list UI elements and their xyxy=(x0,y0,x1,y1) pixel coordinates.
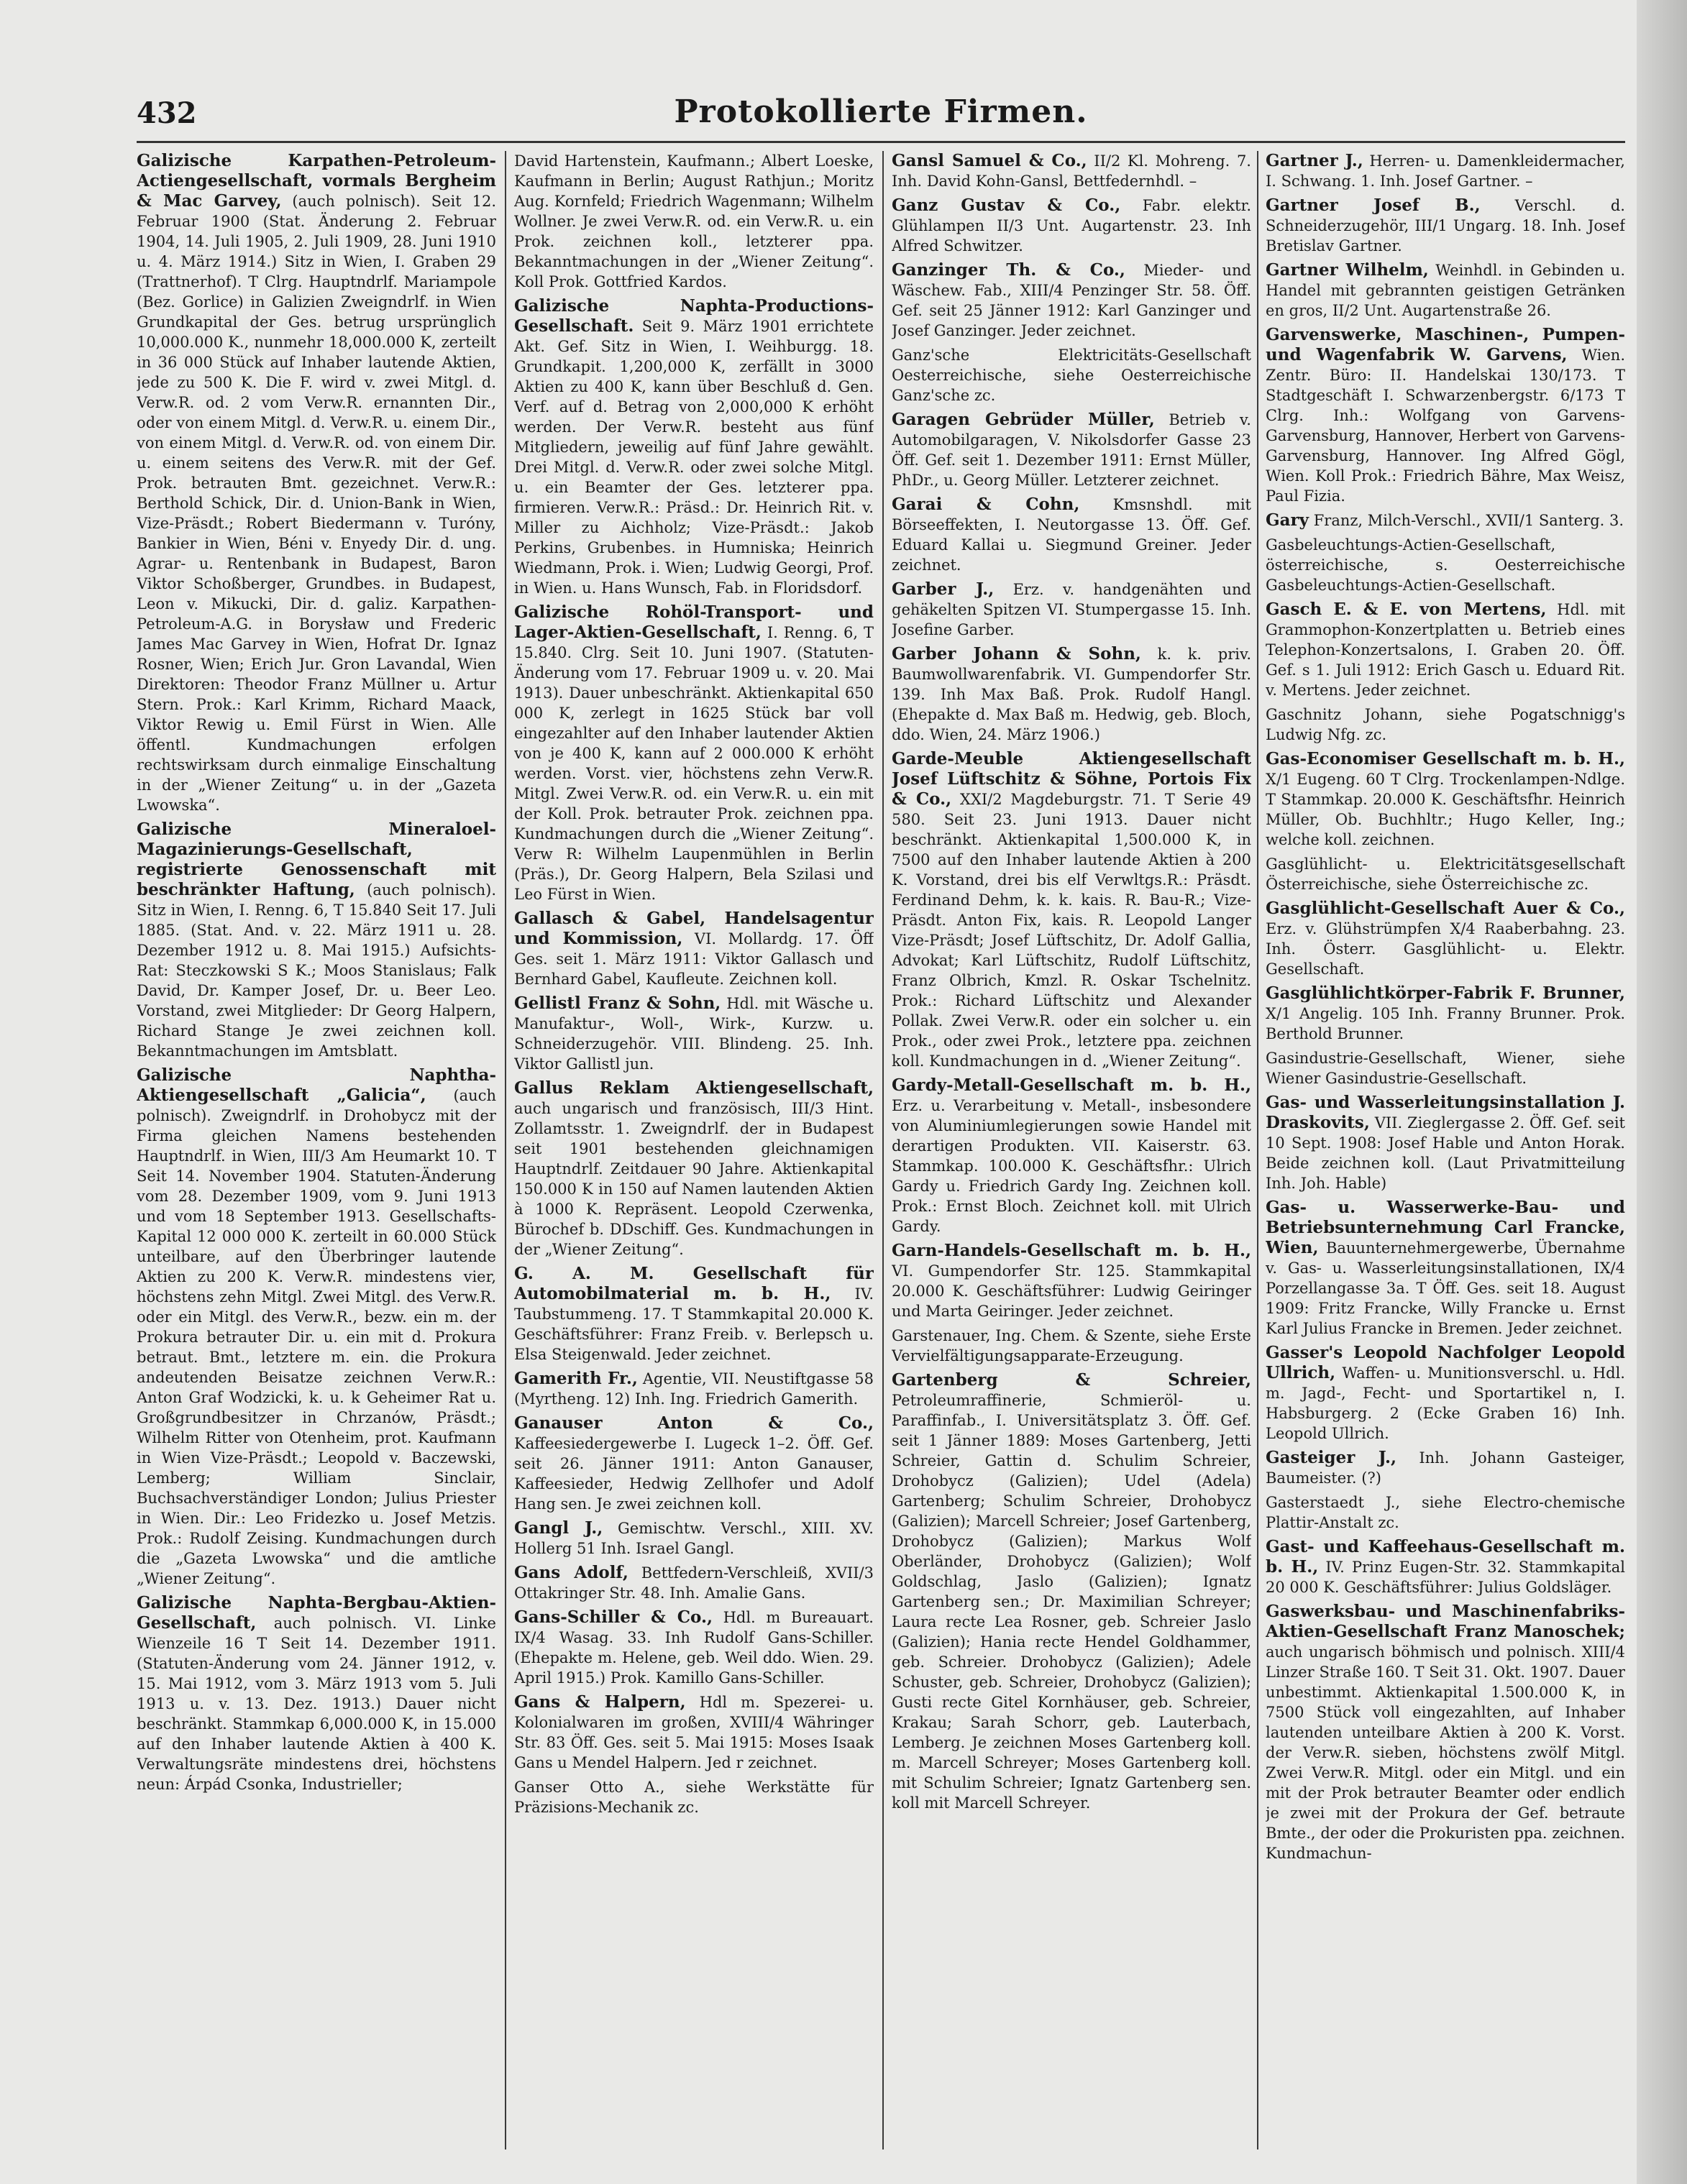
directory-entry xyxy=(514,1264,874,1364)
directory-entry xyxy=(1266,535,1625,595)
firm-name: Garai & Cohn, xyxy=(892,495,1080,514)
directory-entry xyxy=(514,1692,874,1773)
directory-entry xyxy=(137,1593,496,1794)
directory-entry xyxy=(514,151,874,292)
directory-entry xyxy=(892,749,1251,1071)
directory-entry xyxy=(1266,1198,1625,1339)
firm-details: Hdl. mit Wäsche u. Manufaktur-, Woll-, Wirk-, Kurzw. u. Schneiderzugehör. VIII. Blindeng. 25. Inh. Viktor Gallistl jun. xyxy=(514,995,874,1073)
firm-name: Gartner J., xyxy=(1266,151,1363,170)
directory-entry xyxy=(1266,705,1625,745)
text-columns xyxy=(137,151,1625,2149)
firm-name: Gamerith Fr., xyxy=(514,1369,638,1388)
firm-details: VII. Zieglergasse 2. Öff. Gef. seit 10 Sept. 1908: Josef Hable und Anton Horak. Beide zeichnen koll. (Laut Privatmitteilung Inh. Joh. Hable) xyxy=(1266,1114,1625,1192)
directory-entry xyxy=(137,1065,496,1589)
directory-entry xyxy=(1266,854,1625,894)
firm-details: IV. Prinz Eugen-Str. 32. Stammkapital 20 000 K. Geschäftsführer: Julius Goldsläger. xyxy=(1266,1559,1625,1596)
firm-details: VI. Gumpendorfer Str. 125. Stammkapital 20.000 K. Geschäftsführer: Ludwig Geiringer und Marta Geiringer. Jeder zeichnet. xyxy=(892,1262,1251,1320)
column-divider xyxy=(882,151,884,2149)
firm-name: Gans-Schiller & Co., xyxy=(514,1607,713,1627)
firm-name: Gasglühlichtkörper-Fabrik F. Brunner, xyxy=(1266,983,1625,1003)
directory-entry xyxy=(1266,196,1625,256)
firm-details: Kmsnshdl. mit Börseeffekten, I. Neutorgasse 13. Öff. Gef. Eduard Kallai u. Siegmund Greiner. Jeder zeichnet. xyxy=(892,496,1251,574)
firm-details: Gasbeleuchtungs-Actien-Gesellschaft, österreichische, s. Oesterreichische Gasbeleuchtungs-Actien-Gesellschaft. xyxy=(1266,536,1625,594)
firm-details: Bauunternehmergewerbe, Übernahme v. Gas- u. Wasserleitungsinstallationen, IX/4 Porzellangasse 3a. T Öff. Ges. seit 18. August 1909: Fritz Francke, Willy Francke u. Ernst Karl Julius Francke in Bremen. Jeder zeichnet. xyxy=(1266,1239,1625,1337)
directory-entry xyxy=(514,1518,874,1559)
running-title: Protokollierte Firmen. xyxy=(674,93,1088,130)
firm-details: Weinhdl. in Gebinden u. Handel mit gebrannten geistigen Getränken en gros, II/2 Unt. Augartenstraße 26. xyxy=(1266,262,1625,319)
page-header xyxy=(137,86,1625,144)
directory-entry xyxy=(1266,749,1625,850)
directory-entry xyxy=(1266,983,1625,1044)
firm-name: Galizische Karpathen-Petroleum-Actiengesellschaft, vormals Bergheim & Mac Garvey, xyxy=(137,151,496,211)
directory-entry xyxy=(514,1607,874,1688)
firm-details: Hdl. mit Grammophon-Konzertplatten u. Betrieb eines Telephon-Konzertsalons, I. Graben 20. Öff. Gef. s 1. Juli 1912: Erich Gasch u. Eduard Rit. v. Mertens. Jeder zeichnet. xyxy=(1266,601,1625,699)
directory-entry xyxy=(1266,325,1625,506)
firm-name: Gast- und Kaffeehaus-Gesellschaft m. b. H., xyxy=(1266,1537,1625,1577)
directory-entry xyxy=(892,345,1251,405)
directory-entry xyxy=(1266,151,1625,191)
firm-details: David Hartenstein, Kaufmann.; Albert Loeske, Kaufmann in Berlin; August Rathjun.; Moritz Aug. Kornfeld; Friedrich Wagenmann; Wilhelm Wollner. Je zwei Verw.R. od. ein Verw.R. u. ein Prok. zeichnen koll., letzterer ppa. Bekanntmachungen in der „Wiener Zeitung“. Koll Prok. Gottfried Kardos. xyxy=(514,152,874,290)
directory-entry xyxy=(514,1563,874,1603)
directory-entry xyxy=(892,1370,1251,1813)
firm-name: Galizische Naphta-Bergbau-Aktien-Gesellschaft, xyxy=(137,1593,496,1633)
firm-details: Fabr. elektr. Glühlampen II/3 Unt. Augartenstr. 23. Inh Alfred Schwitzer. xyxy=(892,197,1251,254)
firm-name: Gellistl Franz & Sohn, xyxy=(514,994,721,1013)
directory-entry xyxy=(514,1369,874,1409)
firm-details: Gasindustrie-Gesellschaft, Wiener, siehe Wiener Gasindustrie-Gesellschaft. xyxy=(1266,1050,1625,1087)
directory-entry xyxy=(1266,260,1625,321)
directory-entry xyxy=(514,1777,874,1817)
directory-entry xyxy=(892,644,1251,745)
column-1 xyxy=(137,151,496,2149)
directory-entry xyxy=(514,909,874,989)
directory-entry xyxy=(1266,1343,1625,1444)
firm-details: (auch polnisch). Seit 12. Februar 1900 (Stat. Änderung 2. Februar 1904, 14. Juli 1905, 2. Juli 1909, 28. Juni 1910 u. 4. März 1914.) Sitz in Wien, I. Graben 29 (Trattnerhof). T Clrg. Hauptndrlf. Mariampole (Bez. Gorlice) in Galizien Zweigndrlf. in Wien Grundkapital der Ges. betrug ursprünglich 10,000.000 K., nunmehr 18,000.000 K, zerteilt in 36 000 Stück auf Inhaber lautende Aktien, jede zu 500 K. Die F. wird v. zwei Mitgl. d. Verw.R. od. 2 vom Verw.R. ernannten Dir., oder von einem Mitgl. d. Verw.R. u. einem Dir., von einem Mitgl. d. Verw.R. od. von einem Dir. u. einem seitens des Verw.R. mit der Gef. Prok. betrauten Bmt. gezeichnet. Verw.R.: Berthold Schick, Dir. d. Union-Bank in Wien, Vize-Präsdt.; Robert Biedermann v. Turóny, Bankier in Wien, Béni v. Enyedy Dir. d. ung. Agrar- u. Rentenbank in Budapest, Baron Viktor Schoßberger, Grundbes. in Budapest, Leon v. Mikucki, Dir. d. galiz. Karpathen-Petroleum-A.G. in Borysław und Frederic James Mac Garvey in Wien, Hofrat Dr. Ignaz Rosner, Wien; Erich Jur. Gron Lavandal, Wien Direktoren: Theodor Franz Müllner u. Artur Stern. Prok.: Karl Krimm, Richard Maack, Viktor Rewig u. Emil Fürst in Wien. Alle öffentl. Kundmachungen erfolgen rechtswirksam durch einmalige Einschaltung in der „Wiener Zeitung“ u. in der „Gazeta Lwowska“. xyxy=(137,193,496,814)
firm-name: Gardy-Metall-Gesellschaft m. b. H., xyxy=(892,1075,1251,1095)
firm-name: Gas- u. Wasserwerke-Bau- und Betriebsunternehmung Carl Francke, Wien, xyxy=(1266,1198,1625,1257)
directory-entry xyxy=(892,1241,1251,1321)
directory-entry xyxy=(137,151,496,815)
firm-name: Gartner Wilhelm, xyxy=(1266,260,1429,280)
firm-details: Inh. Johann Gasteiger, Baumeister. (?) xyxy=(1266,1449,1625,1487)
firm-details: Seit 9. März 1901 errichtete Akt. Gef. Sitz in Wien, I. Weihburgg. 18. Grundkapit. 1,200,000 K, zerfällt in 3000 Aktien zu 400 K, kann über Beschluß d. Gen. Verf. auf d. Betrag von 2,000,000 K erhöht werden. Der Verw.R. besteht aus fünf Mitgliedern, jeweilig auf fünf Jahre gewählt. Drei Mitgl. d. Verw.R. oder zwei solche Mitgl. u. ein Beamter der Ges. letzterer ppa. firmieren. Verw.R.: Präsd.: Dr. Heinrich Rit. v. Miller zu Aichholz; Vize-Präsdt.: Jakob Perkins, Grubenbes. in Humniska; Heinrich Wiedmann, Prok. i. Wien; Ludwig Georgi, Prof. in Wien. u. Hans Wunsch, Fab. in Floridsdorf. xyxy=(514,318,874,597)
firm-details: Ganz'sche Elektricitäts-Gesellschaft Oesterreichische, siehe Oesterreichische Ganz'sche zc. xyxy=(892,347,1251,404)
firm-details: Gaschnitz Johann, siehe Pogatschnigg's Ludwig Nfg. zc. xyxy=(1266,706,1625,743)
firm-details: Erz. v. handgenähten und gehäkelten Spitzen VI. Stumpergasse 15. Inh. Josefine Garber. xyxy=(892,581,1251,638)
firm-name: Gasser's Leopold Nachfolger Leopold Ullrich, xyxy=(1266,1343,1625,1382)
directory-entry xyxy=(892,260,1251,341)
directory-entry xyxy=(1266,1093,1625,1193)
column-3 xyxy=(892,151,1251,2149)
directory-entry xyxy=(514,296,874,598)
directory-entry xyxy=(514,602,874,904)
firm-details: VI. Mollardg. 17. Öff Ges. seit 1. März 1911: Viktor Gallasch und Bernhard Gabel, Kaufleute. Zeichnen koll. xyxy=(514,930,874,988)
firm-details: X/1 Eugeng. 60 T Clrg. Trockenlampen-Ndlge. T Stammkap. 20.000 K. Geschäftsfhr. Heinrich Müller, Ob. Buchhltr.; Hugo Keller, Ing.; welche koll. zeichnen. xyxy=(1266,771,1625,848)
firm-details: Franz, Milch-Verschl., XVII/1 Santerg. 3. xyxy=(1313,512,1624,529)
firm-details: Ganser Otto A., siehe Werkstätte für Präzisions-Mechanik zc. xyxy=(514,1779,874,1816)
firm-name: Garn-Handels-Gesellschaft m. b. H., xyxy=(892,1241,1251,1260)
firm-name: Ganzinger Th. & Co., xyxy=(892,260,1125,280)
firm-details: Herren- u. Damenkleidermacher, I. Schwang. 1. Inh. Josef Gartner. – xyxy=(1266,152,1625,190)
firm-details: Kaffeesiedergewerbe I. Lugeck 1–2. Öff. Gef. seit 26. Jänner 1911: Anton Ganauser, Kaffeesieder, Hedwig Zellhofer und Adolf Hang sen. Je zwei zeichnen koll. xyxy=(514,1435,874,1513)
directory-entry xyxy=(1266,1602,1625,1863)
firm-details: Verschl. d. Schneiderzugehör, III/1 Ungarg. 18. Inh. Josef Bretislav Gartner. xyxy=(1266,197,1625,254)
firm-details: Gemischtw. Verschl., XIII. XV. Hollerg 51 Inh. Israel Gangl. xyxy=(514,1520,874,1557)
firm-details: Garstenauer, Ing. Chem. & Szente, siehe Erste Vervielfältigungsapparate-Erzeugung. xyxy=(892,1327,1251,1364)
firm-name: Gas-Economiser Gesellschaft m. b. H., xyxy=(1266,749,1625,768)
firm-details: k. k. priv. Baumwollwarenfabrik. VI. Gumpendorfer Str. 139. Inh Max Baß. Prok. Rudolf Hangl. (Ehepakte d. Max Baß m. Hedwig, geb. Bloch, ddo. Wien, 24. März 1906.) xyxy=(892,646,1251,743)
firm-name: Gaswerksbau- und Maschinenfabriks-Aktien-Gesellschaft Franz Manoschek; xyxy=(1266,1602,1625,1641)
firm-details: Bettfedern-Verschleiß, XVII/3 Ottakringer Str. 48. Inh. Amalie Gans. xyxy=(514,1564,874,1602)
directory-entry xyxy=(892,196,1251,256)
firm-details: Waffen- u. Munitionsverschl. u. Hdl. m. Jagd-, Fecht- und Sportartikel n, I. Habsburgerg. 2 (Ecke Graben 16) Inh. Leopold Ullrich. xyxy=(1266,1364,1625,1442)
firm-name: Garagen Gebrüder Müller, xyxy=(892,410,1155,429)
firm-name: Gary xyxy=(1266,510,1309,530)
firm-name: Gallasch & Gabel, Handelsagentur und Kommission, xyxy=(514,909,874,948)
firm-name: Gasch E. & E. von Mertens, xyxy=(1266,600,1547,619)
column-2 xyxy=(514,151,874,2149)
column-divider xyxy=(505,151,506,2149)
firm-details: Petroleumraffinerie, Schmieröl- u. Paraffinfab., I. Universitätsplatz 3. Öff. Gef. seit 1 Jänner 1889: Moses Gartenberg, Jetti Schreier, Gattin d. Schulim Schreier, Drohobycz (Galizien); Udel (Adela) Gartenberg; Schulim Schreier, Drohobycz (Galizien); Marcell Schreier; Josef Gartenberg, Drohobycz (Galizien); Markus Wolf Oberländer, Drohobycz (Galizien); Wolf Goldschlag, Jaslo (Galizien); Ignatz Gartenberg sen.; Dr. Maximilian Schreyer; Laura recte Lea Rosner, geb. Schreier Jaslo (Galizien); Hania recte Hendel Goldhammer, geb. Schreier. Drohobycz (Galizien); Adele Schuster, geb. Schreier, Drohobycz (Galizien); Gusti recte Gitel Kornhäuser, geb. Schreier, Krakau; Sarah Schorr, geb. Lauterbach, Lemberg. Je zeichnen Moses Gartenberg koll. m. Marcell Schreyer; Moses Gartenberg koll. mit Schulim Schreier; Ignatz Gartenberg sen. koll mit Marcell Schreyer. xyxy=(892,1392,1251,1812)
directory-entry xyxy=(892,410,1251,490)
firm-name: Gallus Reklam Aktiengesellschaft, xyxy=(514,1078,874,1098)
firm-details: Erz. v. Glühstrümpfen X/4 Raaberbahng. 23. Inh. Österr. Gasglühlicht- u. Elektr. Gesellschaft. xyxy=(1266,920,1625,978)
firm-details: auch ungarisch böhmisch und polnisch. XIII/4 Linzer Straße 160. T Seit 31. Okt. 1907. Dauer unbestimmt. Aktienkapital 1.500.000 K, in 7500 Stück voll eingezahlten, auf Inhaber lautenden unteilbare Aktien à 200 K. Vorst. der Verw.R. sieben, höchstens zwölf Mitgl. Zwei Verw.R. Mitgl. oder ein Mitgl. und ein mit der Prok betrauter Beamter oder endlich je zwei mit der Prokura der Gef. betraute Bmte., der oder die Prokuristen ppa. zeichnen. Kundmachun- xyxy=(1266,1643,1625,1862)
firm-name: Gasteiger J., xyxy=(1266,1448,1397,1467)
firm-name: Ganz Gustav & Co., xyxy=(892,196,1121,215)
directory-entry xyxy=(1266,1492,1625,1533)
firm-name: Ganauser Anton & Co., xyxy=(514,1413,874,1433)
directory-entry xyxy=(1266,1537,1625,1597)
directory-entry xyxy=(892,1326,1251,1366)
firm-name: Galizische Rohöl-Transport- und Lager-Aktien-Gesellschaft, xyxy=(514,602,874,642)
directory-entry xyxy=(1266,1448,1625,1488)
firm-details: IV. Taubstummeng. 17. T Stammkapital 20.000 K. Geschäftsführer: Franz Freib. v. Berlepsch u. Elsa Steigenwald. Jeder zeichnet. xyxy=(514,1285,874,1363)
firm-details: Mieder- und Wäschew. Fab., XIII/4 Penzinger Str. 58. Öff. Gef. seit 25 Jänner 1912: Karl Ganzinger und Josef Ganzinger. Jeder zeichnet. xyxy=(892,262,1251,339)
directory-entry xyxy=(1266,510,1625,531)
firm-name: Garvenswerke, Maschinen-, Pumpen- und Wagenfabrik W. Garvens, xyxy=(1266,325,1625,364)
firm-name: Galizische Mineraloel-Magazinierungs-Gesellschaft, registrierte Genossenschaft mit beschränkter Haftung, xyxy=(137,820,496,899)
directory-entry xyxy=(137,820,496,1061)
firm-details: auch polnisch. VI. Linke Wienzeile 16 T Seit 14. Dezember 1911. (Statuten-Änderung vom 24. Jänner 1912, v. 15. Mai 1912, vom 3. März 1913 vom 5. Juli 1913 u. v. 13. Dez. 1913.) Dauer nicht beschränkt. Stammkap 6,000.000 K, in 15.000 auf den Inhaber lautende Aktien à 400 K. Verwaltungsräte mindestens drei, höchstens neun: Árpád Csonka, Industrieller; xyxy=(137,1615,496,1793)
firm-name: Gartenberg & Schreier, xyxy=(892,1370,1251,1390)
firm-name: Gans & Halpern, xyxy=(514,1692,686,1712)
firm-details: Wien. Zentr. Büro: II. Handelskai 130/173. T Stadtgeschäft I. Schwarzenbergstr. 6/173 T Clrg. Inh.: Wolfgang von Garvens-Garvensburg, Hannover, Herbert von Garvens-Garvensburg, Hannover. Ing Alfred Gögl, Wien. Koll Prok.: Friedrich Bähre, Max Weisz, Paul Fizia. xyxy=(1266,347,1625,505)
header-rule xyxy=(137,141,1625,143)
firm-name: Gasglühlicht-Gesellschaft Auer & Co., xyxy=(1266,899,1625,918)
firm-details: II/2 Kl. Mohreng. 7. Inh. David Kohn-Gansl, Bettfedernhdl. – xyxy=(892,152,1251,190)
firm-details: XXI/2 Magdeburgstr. 71. T Serie 49 580. Seit 23. Juni 1913. Dauer nicht beschränkt. Aktienkapital 1,500.000 K, in 7500 auf den Inhaber lautende Aktien à 200 K. Vorstand, drei bis elf Verwltgs.R.: Präsdt. Ferdinand Dehm, k. k. kais. R. Bau-R.; Vize-Präsdt. Anton Fix, kais. R. Leopold Langer Vize-Präsdt; Josef Lüftschitz, Dr. Adolf Gallia, Advokat; Karl Lüftschitz, Rudolf Lüftschitz, Franz Olbrich, Kmzl. R. Oskar Tschelnitz. Prok.: Richard Lüftschitz und Alexander Pollak. Zwei Verw.R. oder ein solcher u. ein Prok., oder zwei Prok., letztere ppa. zeichnen koll. Kundmachungen in d. „Wiener Zeitung“. xyxy=(892,791,1251,1070)
directory-entry xyxy=(892,495,1251,575)
directory-entry xyxy=(514,1078,874,1260)
firm-details: Betrieb v. Automobilgaragen, V. Nikolsdorfer Gasse 23 Öff. Gef. seit 1. Dezember 1911: Ernst Müller, PhDr., u. Georg Müller. Letzterer zeichnet. xyxy=(892,411,1251,489)
firm-details: I. Renng. 6, T 15.840. Clrg. Seit 10. Juni 1907. (Statuten-Änderung vom 17. Februar 1909 u. v. 20. Mai 1913). Dauer unbeschränkt. Aktienkapital 650 000 K, zerlegt in 1625 Stück bar voll eingezahlter auf den Inhaber lautender Aktien von je 400 K, kann auf 2 000.000 K erhöht werden. Vorst. vier, höchstens zehn Verw.R. Mitgl. Zwei Verw.R. od. ein Verw.R. u. ein mit der Koll. Prok. betrauter Prok. zeichnen ppa. Kundmachungen durch die „Wiener Zeitung“. Verw R: Wilhelm Laupenmühlen in Berlin (Präs.), Dr. Georg Halpern, Bela Szilasi und Leo Fürst in Wien. xyxy=(514,624,874,903)
firm-name: Galizische Naphtha-Aktiengesellschaft „Galicia“, xyxy=(137,1065,496,1105)
directory-entry xyxy=(514,994,874,1074)
firm-name: Gangl J., xyxy=(514,1518,603,1538)
firm-name: Garber Johann & Sohn, xyxy=(892,644,1141,664)
firm-name: Gartner Josef B., xyxy=(1266,196,1481,215)
firm-details: Hdl. m Bureauart. IX/4 Wasag. 33. Inh Rudolf Gans-Schiller. (Ehepakte m. Helene, geb. Weil ddo. Wien. 29. April 1915.) Prok. Kamillo Gans-Schiller. xyxy=(514,1609,874,1687)
firm-details: X/1 Angelig. 105 Inh. Franny Brunner. Prok. Berthold Brunner. xyxy=(1266,1005,1625,1042)
column-4 xyxy=(1266,151,1625,2149)
firm-details: Hdl m. Spezerei- u. Kolonialwaren im großen, XVIII/4 Währinger Str. 83 Öff. Ges. seit 5. Mai 1915: Moses Isaak Gans u Mendel Halpern. Jed r zeichnet. xyxy=(514,1694,874,1771)
firm-name: Galizische Naphta-Productions-Gesellschaft. xyxy=(514,296,874,336)
firm-name: Gansl Samuel & Co., xyxy=(892,151,1087,170)
firm-name: Garber J., xyxy=(892,579,995,599)
firm-name: Garde-Meuble Aktiengesellschaft Josef Lüftschitz & Söhne, Portois Fix & Co., xyxy=(892,749,1251,809)
firm-details: (auch polnisch). Zweigndrlf. in Drohobycz mit der Firma gleichen Namens bestehenden Hauptndrlf. in Wien, III/3 Am Heumarkt 10. T Seit 14. November 1904. Statuten-Änderung vom 28. Dezember 1909, vom 9. Juni 1913 und vom 18 September 1913. Gesellschafts-Kapital 12 000 000 K. zerteilt in 60.000 Stück unteilbare, auf den Überbringer lautende Aktien zu 200 K. Verw.R. mindestens vier, höchstens zehn Mitgl. Zwei Mitgl. des Verw.R. oder ein Mitgl. des Verw.R., bezw. ein m. der Prokura betrauter Dir. u. ein mit d. Prokura betraut. Bmt., letztere m. ein. die Prokura andeutenden Beisatze zeichnen Verw.R.: Anton Graf Wodzicki, k. u. k Geheimer Rat u. Großgrundbesitzer in Chrzanów, Präsdt.; Wilhelm Ritter von Otenheim, prot. Kaufmann in Wien Vize-Präsdt.; Leopold v. Baczewski, Lemberg; William Sinclair, Buchsachverständiger London; Julius Priester in Wien. Dir.: Leo Fridezko u. Josef Metzis. Prok.: Rudolf Zeising. Kundmachungen durch die „Gazeta Lwowska“ und die amtliche „Wiener Zeitung“. xyxy=(137,1087,496,1587)
page-edge-shadow xyxy=(1637,0,1687,2184)
firm-details: Gasterstaedt J., siehe Electro-chemische Plattir-Anstalt zc. xyxy=(1266,1494,1625,1531)
directory-entry xyxy=(1266,600,1625,700)
directory-entry xyxy=(1266,899,1625,979)
directory-entry xyxy=(892,1075,1251,1236)
directory-entry xyxy=(892,579,1251,640)
firm-details: auch ungarisch und französisch, III/3 Hint. Zollamtsstr. 1. Zweigndrlf. der in Budapest seit 1901 bestehenden gleichnamigen Hauptndrlf. Zeitdauer 90 Jahre. Aktienkapital 150.000 K in 150 auf Namen lautenden Aktien à 1000 K. Repräsent. Leopold Czerwenka, Bürochef b. DDschiff. Ges. Kundmachungen in der „Wiener Zeitung“. xyxy=(514,1100,874,1258)
firm-name: G. A. M. Gesellschaft für Automobilmaterial m. b. H., xyxy=(514,1264,874,1303)
column-divider xyxy=(1257,151,1258,2149)
firm-name: Gas- und Wasserleitungsinstallation J. Draskovits, xyxy=(1266,1093,1625,1132)
page-number: 432 xyxy=(137,96,197,130)
directory-entry xyxy=(892,151,1251,191)
firm-details: Gasglühlicht- u. Elektricitätsgesellschaft Österreichische, siehe Österreichische zc. xyxy=(1266,855,1625,893)
firm-details: Agentie, VII. Neustiftgasse 58 (Myrtheng. 12) Inh. Ing. Friedrich Gamerith. xyxy=(514,1370,874,1408)
firm-name: Gans Adolf, xyxy=(514,1563,628,1582)
directory-entry xyxy=(1266,1048,1625,1088)
directory-entry xyxy=(514,1413,874,1514)
firm-details: Erz. u. Verarbeitung v. Metall-, insbesondere von Aluminiumlegierungen sowie Handel mit derartigen Produkten. VII. Kaiserstr. 63. Stammkap. 100.000 K. Geschäftsfhr.: Ulrich Gardy u. Friedrich Gardy Ing. Zeichnen koll. Prok.: Ernst Bloch. Zeichnet koll. mit Ulrich Gardy. xyxy=(892,1097,1251,1235)
firm-details: (auch polnisch). Sitz in Wien, I. Renng. 6, T 15.840 Seit 17. Juli 1885. (Stat. And. v. 22. März 1911 u. 28. Dezember 1912 u. 8. Mai 1915.) Aufsichts-Rat: Steczkowski S K.; Moos Stanislaus; Falk David, Dr. Kamper Josef, Dr. u. Beer Leo. Vorstand, zwei Mitglieder: Dr Georg Halpern, Richard Stange Je zwei zeichnen koll. Bekanntmachungen im Amtsblatt. xyxy=(137,881,496,1060)
